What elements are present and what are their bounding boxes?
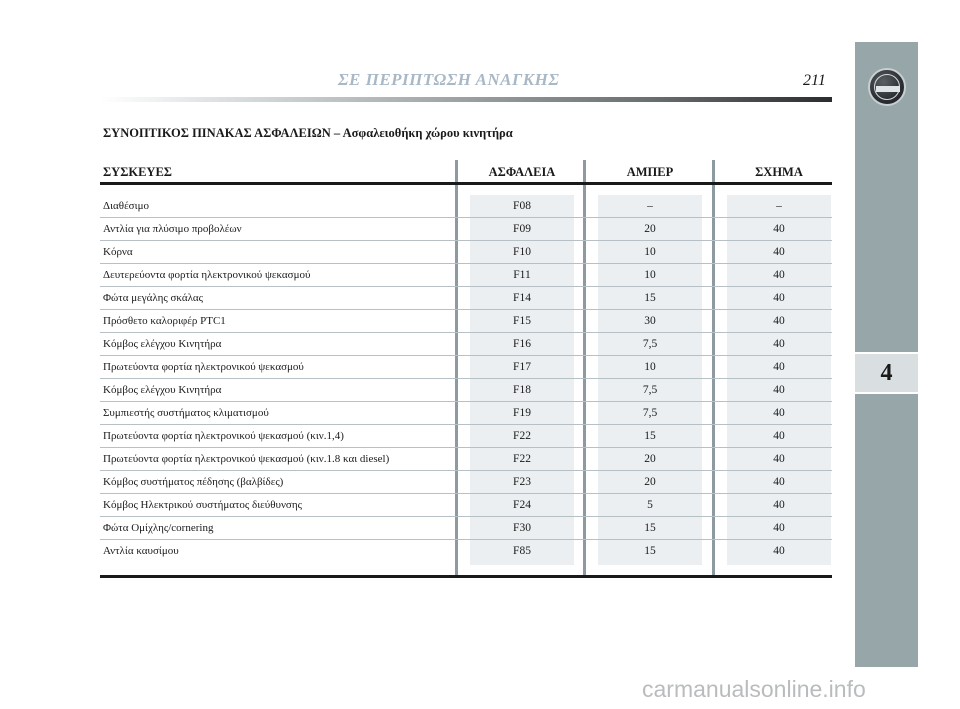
fuse-cell: F17 <box>513 361 531 373</box>
device-cell: Κόμβος Ηλεκτρικού συστήματος διεύθυνσης <box>103 499 302 511</box>
fuse-cell: F85 <box>513 545 531 557</box>
type-cell: 40 <box>773 407 785 419</box>
device-cell: Κόμβος ελέγχου Κινητήρα <box>103 338 222 350</box>
type-cell: 40 <box>773 499 785 511</box>
amp-cell: – <box>647 200 653 212</box>
fuse-cell: F22 <box>513 430 531 442</box>
device-cell: Πρόσθετο καλοριφέρ PTC1 <box>103 315 226 327</box>
amp-cell: 15 <box>644 292 656 304</box>
amp-cell: 15 <box>644 522 656 534</box>
fuse-cell: F08 <box>513 200 531 212</box>
device-cell: Δευτερεύοντα φορτία ηλεκτρονικού ψεκασμού <box>103 269 311 281</box>
type-cell: 40 <box>773 338 785 350</box>
table-row <box>100 379 832 402</box>
device-cell: Φώτα μεγάλης σκάλας <box>103 292 204 304</box>
device-cell: Κόμβος συστήματος πέδησης (βαλβίδες) <box>103 476 284 488</box>
fuse-cell: F10 <box>513 246 531 258</box>
table-row <box>100 494 832 517</box>
header-rule <box>100 182 832 185</box>
device-cell: Κόρνα <box>103 246 133 258</box>
type-cell: 40 <box>773 453 785 465</box>
header-divider <box>100 97 832 102</box>
table-row <box>100 402 832 425</box>
type-cell: 40 <box>773 361 785 373</box>
type-cell: 40 <box>773 246 785 258</box>
page-number: 211 <box>803 72 826 89</box>
table-row <box>100 448 832 471</box>
fuse-cell: F19 <box>513 407 531 419</box>
device-cell: Αντλία καυσίμου <box>103 545 179 557</box>
type-cell: 40 <box>773 522 785 534</box>
amp-cell: 20 <box>644 476 656 488</box>
type-cell: 40 <box>773 269 785 281</box>
column-header-fuse: ΑΣΦΑΛΕΙΑ <box>488 165 556 179</box>
fuse-table-body <box>100 195 832 563</box>
fuse-cell: F18 <box>513 384 531 396</box>
fuse-cell: F09 <box>513 223 531 235</box>
type-cell: 40 <box>773 430 785 442</box>
device-cell: Διαθέσιμο <box>103 200 149 212</box>
fuse-cell: F22 <box>513 453 531 465</box>
amp-cell: 20 <box>644 453 656 465</box>
device-cell: Πρωτεύοντα φορτία ηλεκτρονικού ψεκασμού (κιν.1.8 και diesel) <box>103 453 390 465</box>
type-cell: 40 <box>773 545 785 557</box>
fuse-cell: F14 <box>513 292 531 304</box>
column-header-type: ΣΧΗΜΑ <box>755 165 803 179</box>
amp-cell: 15 <box>644 430 656 442</box>
watermark-text: carmanualsonline.info <box>642 676 866 702</box>
fuse-cell: F24 <box>513 499 531 511</box>
table-row <box>100 425 832 448</box>
amp-cell: 5 <box>647 499 653 511</box>
device-cell: Αντλία για πλύσιμο προβολέων <box>103 223 242 235</box>
page-header-title: ΣΕ ΠΕΡΙΠΤΩΣΗ ΑΝΑΓΚΗΣ <box>338 70 560 89</box>
amp-cell: 10 <box>644 269 656 281</box>
device-cell: Πρωτεύοντα φορτία ηλεκτρονικού ψεκασμού (κιν.1,4) <box>103 430 344 442</box>
fuse-cell: F23 <box>513 476 531 488</box>
column-header-amp: ΑΜΠΕΡ <box>626 165 674 179</box>
type-cell: 40 <box>773 292 785 304</box>
amp-cell: 7,5 <box>642 338 658 350</box>
chapter-number: 4 <box>855 352 918 394</box>
amp-cell: 15 <box>644 545 656 557</box>
table-bottom-rule <box>100 575 832 578</box>
fuse-cell: F11 <box>513 269 531 281</box>
fuse-cell: F15 <box>513 315 531 327</box>
device-cell: Φώτα Ομίχλης/cornering <box>103 522 214 534</box>
table-row <box>100 195 832 218</box>
table-row <box>100 241 832 264</box>
table-row <box>100 218 832 241</box>
fuse-cell: F30 <box>513 522 531 534</box>
amp-cell: 30 <box>644 315 656 327</box>
table-row <box>100 540 832 563</box>
column-header-devices: ΣΥΣΚΕΥΕΣ <box>103 165 172 179</box>
table-row <box>100 517 832 540</box>
table-row <box>100 264 832 287</box>
fuse-cell: F16 <box>513 338 531 350</box>
type-cell: – <box>776 200 782 212</box>
logo-bar <box>876 86 900 92</box>
device-cell: Συμπιεστής συστήματος κλιματισμού <box>103 407 269 419</box>
amp-cell: 20 <box>644 223 656 235</box>
table-row <box>100 356 832 379</box>
table-row <box>100 471 832 494</box>
device-cell: Κόμβος ελέγχου Κινητήρα <box>103 384 222 396</box>
amp-cell: 10 <box>644 246 656 258</box>
amp-cell: 7,5 <box>642 407 658 419</box>
table-title: ΣΥΝΟΠΤΙΚΟΣ ΠΙΝΑΚΑΣ ΑΣΦΑΛΕΙΩΝ – Ασφαλειοθήκη χώρου κινητήρα <box>103 126 513 140</box>
amp-cell: 7,5 <box>642 384 658 396</box>
logo-ring <box>874 74 900 100</box>
table-row <box>100 310 832 333</box>
amp-cell: 10 <box>644 361 656 373</box>
type-cell: 40 <box>773 315 785 327</box>
type-cell: 40 <box>773 476 785 488</box>
device-cell: Πρωτεύοντα φορτία ηλεκτρονικού ψεκασμού <box>103 361 304 373</box>
table-row <box>100 333 832 356</box>
lancia-logo-icon <box>868 68 906 106</box>
type-cell: 40 <box>773 223 785 235</box>
table-row <box>100 287 832 310</box>
type-cell: 40 <box>773 384 785 396</box>
